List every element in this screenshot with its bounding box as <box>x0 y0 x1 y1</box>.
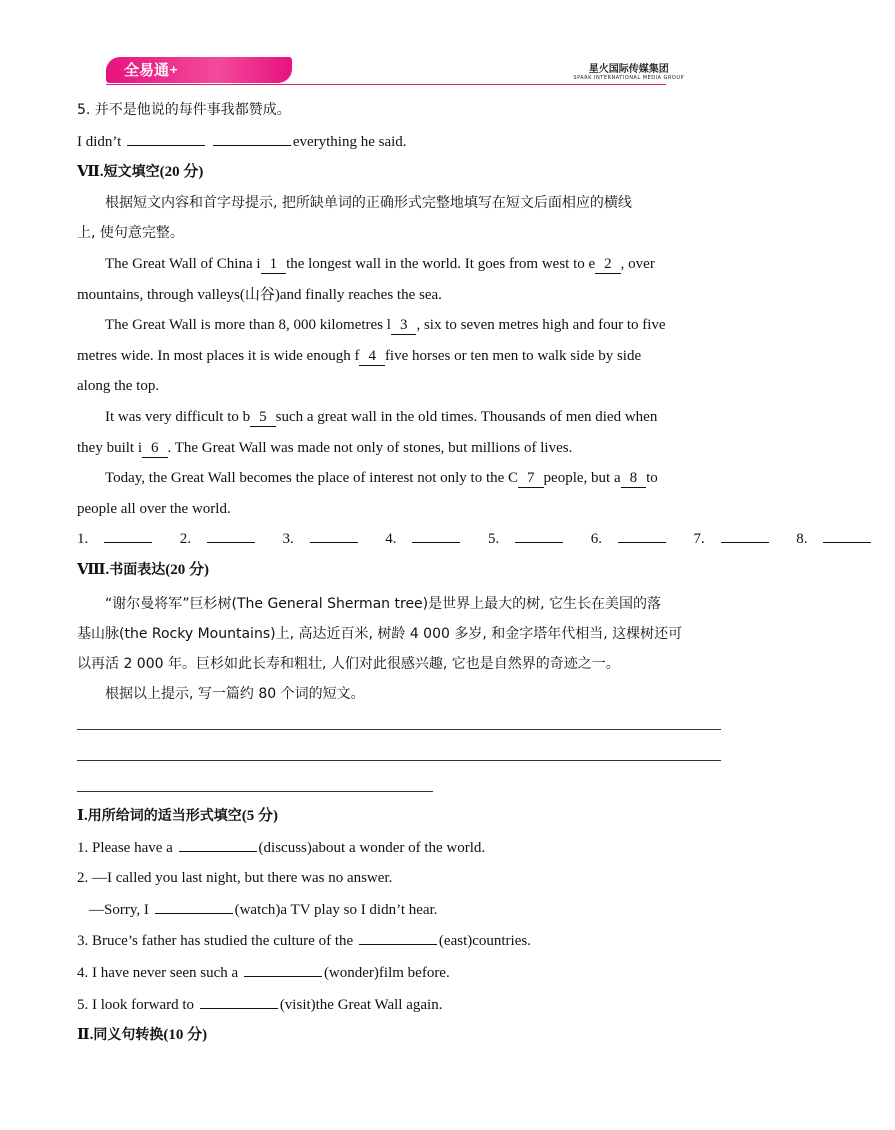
answer-item-7[interactable]: 7. <box>694 527 781 551</box>
answer-item-5[interactable]: 5. <box>488 527 575 551</box>
exercise-item: 4. I have never seen such a (wonder)film before. <box>77 960 723 985</box>
brand-logo: 全易通+ <box>106 57 292 83</box>
passage-blank-8[interactable]: 8 <box>621 470 647 488</box>
passage-line: they built i 6 . The Great Wall was made not only of stones, but millions of lives. <box>77 439 573 456</box>
answer-row <box>77 527 808 551</box>
section-8-title: Ⅷ.书面表达(20 分) <box>77 561 209 578</box>
section-7-instruction-1: 根据短文内容和首字母提示, 把所缺单词的正确形式完整地填写在短文后面相应的横线 <box>105 194 632 211</box>
passage-line: Today, the Great Wall becomes the place of interest not only to the C 7 people, but a 8 to <box>105 470 658 487</box>
worksheet-content <box>77 98 808 792</box>
q5-blank-2[interactable] <box>213 129 291 146</box>
exercise-blank[interactable] <box>179 835 257 852</box>
section-8-instruction: 根据以上提示, 写一篇约 80 个词的短文。 <box>105 685 365 702</box>
answer-item-1[interactable]: 1. <box>77 527 164 551</box>
exercise-item: 3. Bruce’s father has studied the culture of the (east)countries. <box>77 928 723 953</box>
section-8-prompt-line: “谢尔曼将军”巨杉树(The General Sherman tree)是世界上最大的树, 它生长在美国的落 <box>105 595 662 612</box>
passage-blank-6[interactable]: 6 <box>142 440 168 458</box>
section-8-prompt-line: 以再活 2 000 年。巨杉如此长寿和粗壮, 人们对此很感兴趣, 它也是自然界的奇迹之一。 <box>77 655 620 672</box>
exercise-blank[interactable] <box>359 928 437 945</box>
q5-sentence: I didn’t everything he said. <box>77 129 723 154</box>
answer-item-6[interactable]: 6. <box>591 527 678 551</box>
passage-line: along the top. <box>77 378 160 395</box>
exercise-blank[interactable] <box>155 897 233 914</box>
passage-blank-4[interactable]: 4 <box>359 348 385 366</box>
exercise-blank[interactable] <box>200 992 278 1009</box>
q5-blank-1[interactable] <box>127 129 205 146</box>
passage-blank-2[interactable]: 2 <box>595 256 621 274</box>
passage-line: The Great Wall is more than 8, 000 kilometres l 3 , six to seven metres high and four to five <box>105 317 666 334</box>
passage-blank-3[interactable]: 3 <box>391 317 417 335</box>
exercise-item: 5. I look forward to (visit)the Great Wall again. <box>77 992 723 1017</box>
part-1-title: Ⅰ.用所给词的适当形式填空(5 分) <box>77 808 279 824</box>
exercise-item: 1. Please have a (discuss)about a wonder of the world. <box>77 835 723 860</box>
exercise-blank[interactable] <box>244 960 322 977</box>
exercise-part <box>77 804 723 1054</box>
section-7-instruction-2: 上, 使句意完整。 <box>77 225 184 242</box>
answer-item-8[interactable]: 8. <box>796 527 883 551</box>
passage-line: metres wide. In most places it is wide enough f 4 five horses or ten men to walk side by side <box>77 347 642 364</box>
passage-blank-7[interactable]: 7 <box>518 470 544 488</box>
publisher-mark: 星火国际传媒集团 SPARK INTERNATIONAL MEDIA GROUP <box>573 64 684 81</box>
part-2-title: Ⅱ.同义句转换(10 分) <box>77 1027 208 1044</box>
section-7-title: Ⅶ.短文填空(20 分) <box>77 164 204 181</box>
page-header <box>78 56 724 86</box>
passage-line: people all over the world. <box>77 500 231 517</box>
passage-line: mountains, through valleys(山谷)and finally reaches the sea. <box>77 286 442 303</box>
answer-item-4[interactable]: 4. <box>385 527 472 551</box>
passage-blank-5[interactable]: 5 <box>250 409 276 427</box>
exercise-item: 2. —I called you last night, but there was no answer. <box>77 870 393 887</box>
exercise-item: —Sorry, I (watch)a TV play so I didn’t hear. <box>77 897 723 922</box>
section-8-prompt-line: 基山脉(the Rocky Mountains)上, 高达近百米, 树龄 4 000 多岁, 和金字塔年代相当, 这棵树还可 <box>77 625 683 642</box>
passage-line: It was very difficult to b 5 such a great wall in the old times. Thousands of men died when <box>105 408 658 425</box>
header-divider <box>106 84 666 85</box>
q5-prompt: 5. 并不是他说的每件事我都赞成。 <box>77 102 291 118</box>
writing-line-3[interactable] <box>77 791 433 792</box>
answer-item-3[interactable]: 3. <box>283 527 370 551</box>
answer-item-2[interactable]: 2. <box>180 527 267 551</box>
passage-blank-1[interactable]: 1 <box>261 256 287 274</box>
passage-line: The Great Wall of China i 1 the longest wall in the world. It goes from west to e 2 , over <box>105 255 655 272</box>
